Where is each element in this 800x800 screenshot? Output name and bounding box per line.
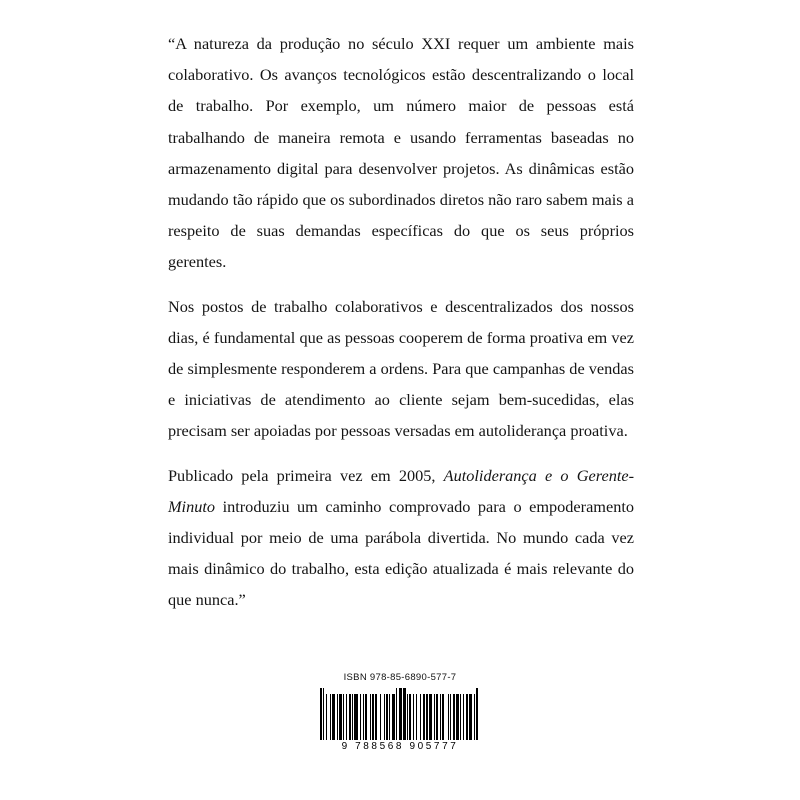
barcode-digits: 9 788568 905777 (341, 741, 459, 752)
barcode-area (0, 672, 800, 754)
paragraph-3-lead-text: Publicado pela primeira vez em 2005, (168, 465, 444, 485)
barcode-bars (320, 688, 480, 740)
isbn-label: ISBN 978-85-6890-577-7 (343, 672, 457, 683)
paragraph-3-trailing-text: introduziu um caminho comprovado para o empoderamento individual por meio de uma parábola divertida. No mundo cada vez mais dinâmico do trabalho, esta edição atualizada é mais relevante do que nunca.” (168, 496, 634, 610)
blurb-paragraph-3 (168, 460, 634, 616)
blurb-paragraph-1: “A natureza da produção no século XXI requer um ambiente mais colaborativo. Os avanços tecnológicos estão descentralizando o local de trabalho. Por exemplo, um número maior de pessoas está trabalhando de maneira remota e usando ferramentas baseadas no armazenamento digital para desenvolver projetos. As dinâmicas estão mudando tão rápido que os subordinados diretos não raro sabem mais a respeito de suas demandas específicas do que os seus próprios gerentes. (168, 34, 634, 272)
barcode-bar (478, 688, 480, 740)
blurb-text-block (168, 28, 634, 616)
barcode-wrapper (320, 688, 480, 752)
blurb-paragraph-2: Nos postos de trabalho colaborativos e descentralizados dos nossos dias, é fundamental que as pessoas cooperem de forma proativa em vez de simplesmente responderem a ordens. Para que campanhas de vendas e iniciativas de atendimento ao cliente sejam bem-sucedidas, elas precisam ser apoiadas por pessoas versadas em autoliderança proativa. (168, 296, 634, 441)
book-title-italic: Autoliderança e o Gerente-Minuto (168, 465, 635, 516)
